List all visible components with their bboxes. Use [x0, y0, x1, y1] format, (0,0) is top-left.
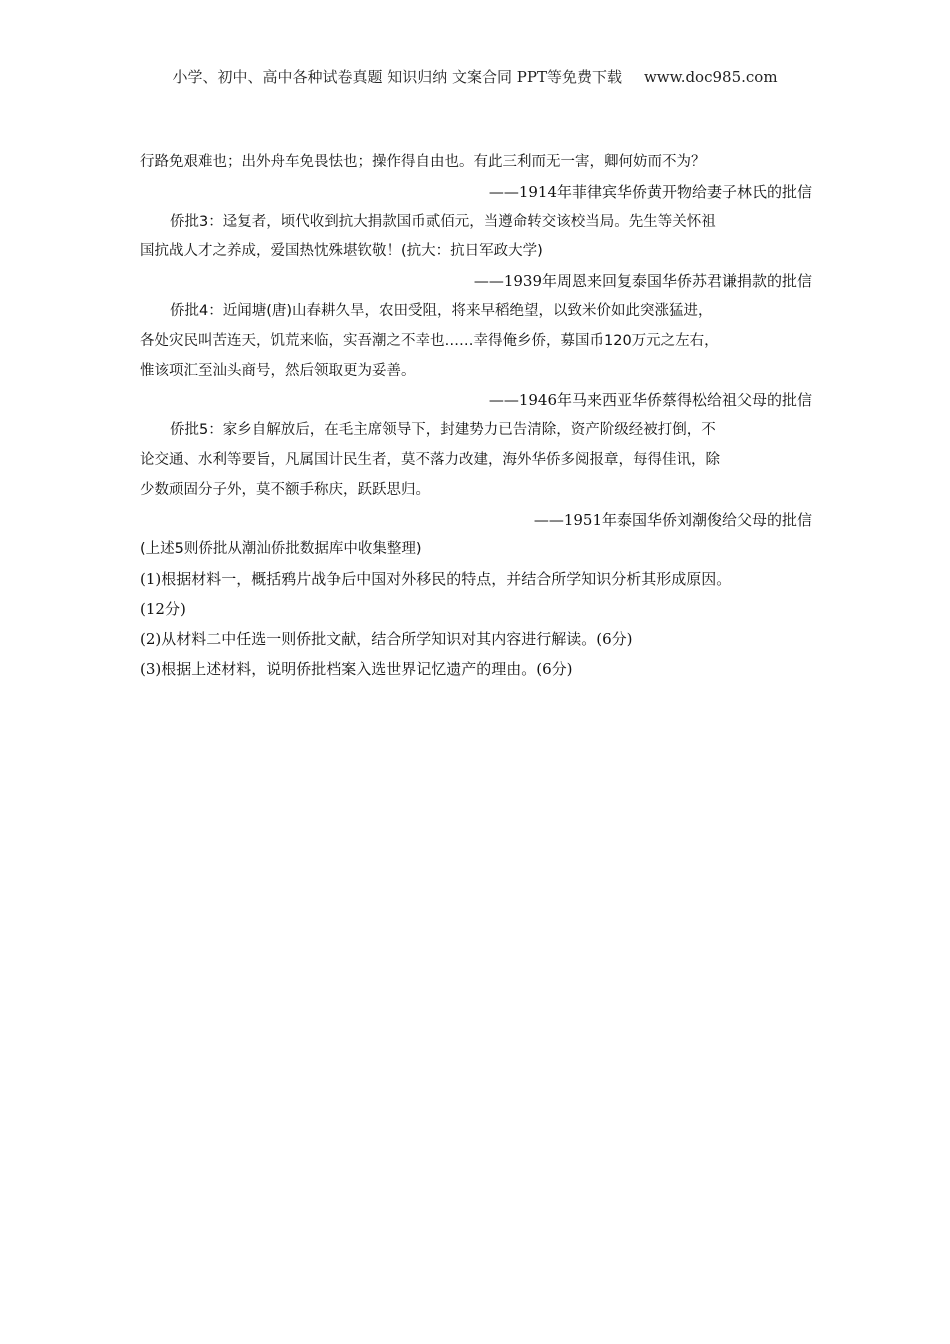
letter-5-text-line: 论交通、水利等要旨，凡属国计民生者，莫不落力改建，海外华侨多阅报章，每得佳讯，除	[140, 451, 720, 468]
header-text: 小学、初中、高中各种试卷真题 知识归纳 文案合同 PPT等免费下载	[172, 68, 622, 86]
question-3: (3)根据上述材料，说明侨批档案入选世界记忆遗产的理由。(6分)	[140, 659, 573, 678]
document-body	[140, 148, 812, 684]
letter-3-text-line: 侨批3：迳复者，顷代收到抗大捐款国币贰佰元，当遵命转交该校当局。先生等关怀祖	[170, 213, 716, 230]
page-header	[0, 66, 950, 87]
question-2: (2)从材料二中任选一则侨批文献，结合所学知识对其内容进行解读。(6分)	[140, 629, 633, 648]
source-note: (上述5则侨批从潮汕侨批数据库中收集整理)	[140, 541, 422, 558]
letter-2-source: ——1914年菲律宾华侨黄开物给妻子林氏的批信	[488, 182, 812, 201]
letter-3-text-line: 国抗战人才之养成，爱国热忱殊堪钦敬！(抗大：抗日军政大学)	[140, 243, 543, 260]
question-1: (1)根据材料一，概括鸦片战争后中国对外移民的特点，并结合所学知识分析其形成原因。	[140, 570, 732, 589]
letter-4-source: ——1946年马来西亚华侨蔡得松给祖父母的批信	[488, 391, 812, 410]
letter-4-text-line: 各处灾民叫苦连天，饥荒来临，实吾潮之不幸也……幸得俺乡侨，募国币120万元之左右，	[140, 332, 719, 349]
letter-2-text-line: 行路免艰难也；出外舟车免畏怯也；操作得自由也。有此三利而无一害，卿何妨而不为？	[140, 154, 706, 170]
header-site: www.doc985.com	[643, 68, 778, 86]
letter-5-text-line: 少数顽固分子外，莫不额手称庆，跃跃思归。	[140, 481, 430, 498]
letter-4-text-line: 侨批4：近闻塘(唐)山春耕久旱，农田受阻，将来早稻绝望，以致米价如此突涨猛进，	[170, 302, 713, 319]
letter-5-text-line: 侨批5：家乡自解放后，在毛主席领导下，封建势力已告清除，资产阶级经被打倒，不	[170, 422, 716, 439]
question-1-score: (12分)	[140, 599, 186, 618]
letter-4-text-line: 惟该项汇至汕头商号，然后领取更为妥善。	[140, 362, 416, 379]
letter-3-source: ——1939年周恩来回复泰国华侨苏君谦捐款的批信	[473, 272, 812, 291]
letter-5-source: ——1951年泰国华侨刘潮俊给父母的批信	[533, 510, 812, 529]
